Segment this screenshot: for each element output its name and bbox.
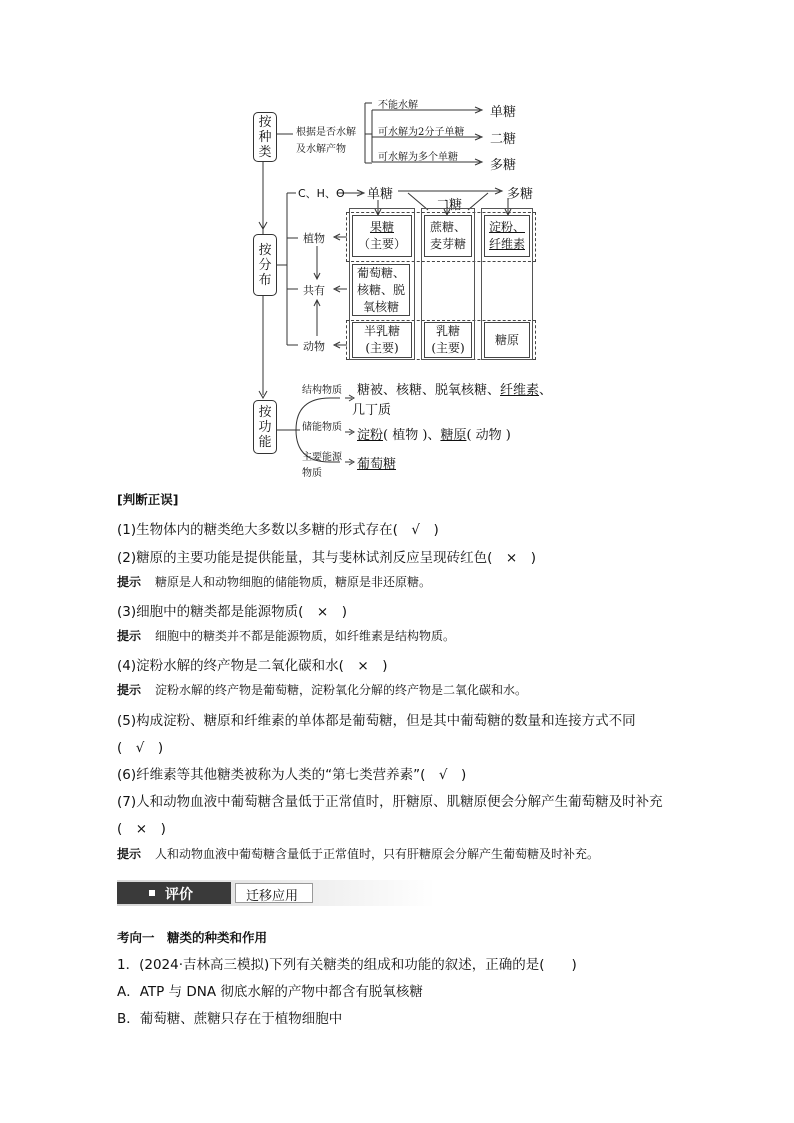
storage-glycogen: 糖原 [440, 428, 467, 443]
judge-item-3: (3)细胞中的糖类都是能源物质( × ) [117, 604, 347, 620]
galactose: 半乳糖 [363, 324, 400, 338]
energy-label-2: 物质 [302, 468, 322, 479]
cell-animal-poly [484, 322, 530, 358]
section-bar [117, 880, 435, 906]
storage-starch: 淀粉 [357, 428, 384, 443]
node-by-type-label: 按种类 [258, 114, 272, 160]
hint-text: 糖原是人和动物细胞的储能物质，糖原是非还原糖。 [155, 575, 432, 589]
judge-item-5-answer: ( √ ) [117, 740, 164, 756]
judge-item-4: (4)淀粉水解的终产物是二氧化碳和水( × ) [117, 658, 388, 674]
energy-glucose: 葡萄糖 [357, 457, 397, 472]
glycogen: 糖原 [494, 332, 519, 347]
fructose: 果糖 [369, 220, 394, 234]
result-polysaccharide: 多糖 [490, 158, 517, 173]
judge-item-6: (6)纤维素等其他糖类被称为人类的“第七类营养素”( √ ) [117, 767, 467, 783]
storage-items [357, 424, 511, 443]
common-line-1: 葡萄糖、 [356, 265, 405, 280]
row-animal: 动物 [303, 340, 325, 353]
branch-condition-1: 不能水解 [378, 100, 418, 111]
common-line-2: 核糖、脱 [356, 282, 405, 297]
structural-cellulose: 纤维素 [500, 383, 540, 398]
flow-poly: 多糖 [507, 187, 534, 202]
hint-label: 提示 [117, 575, 142, 589]
cell-animal-di [424, 322, 472, 358]
hint-text: 人和动物血液中葡萄糖含量低于正常值时，只有肝糖原会分解产生葡萄糖及时补充。 [155, 847, 600, 861]
section-bar-light [235, 883, 313, 903]
section-bar-dark [117, 882, 231, 904]
node-by-function [253, 400, 277, 454]
row-common: 共有 [303, 284, 325, 297]
galactose-note: (主要) [365, 341, 399, 355]
structural-label: 结构物质 [302, 385, 342, 396]
cell-plant-poly [484, 215, 530, 257]
cell-common [352, 264, 410, 316]
judge-heading: [判断正误] [117, 492, 179, 507]
sucrose-maltose: 蔗糖、麦芽糖 [429, 220, 466, 251]
section-light-label: 迁移应用 [246, 889, 299, 904]
cell-animal-mono [352, 322, 412, 358]
fructose-note: （主要） [357, 237, 406, 251]
judge-item-2: (2)糖原的主要功能是提供能量，其与斐林试剂反应呈现砖红色( × ) [117, 550, 536, 566]
node-by-function-label: 按功能 [258, 404, 272, 450]
structural-items [357, 379, 552, 398]
starch-cellulose: 淀粉、纤维素 [488, 220, 525, 251]
branch-condition-3: 可水解为多个单糖 [378, 152, 458, 163]
judge-hint-2 [117, 573, 431, 590]
judge-item-7: (7)人和动物血液中葡萄糖含量低于正常值时，肝糖原、肌糖原便会分解产生葡萄糖及时补充 [117, 794, 663, 810]
structural-chitin: 几丁质 [352, 403, 392, 418]
hint-text: 淀粉水解的终产物是葡萄糖，淀粉氧化分解的终产物是二氧化碳和水。 [155, 683, 528, 697]
judge-item-1: (1)生物体内的糖类绝大多数以多糖的形式存在( √ ) [117, 522, 439, 538]
flow-mono: 单糖 [367, 187, 394, 202]
node-by-distribution-label: 按分布 [258, 242, 272, 288]
hydrolysis-condition-1: 根据是否水解 [296, 127, 356, 138]
cell-plant-mono [352, 215, 412, 257]
branch-condition-2: 可水解为2分子单糖 [378, 127, 465, 138]
lactose: 乳糖 [435, 324, 460, 338]
storage-label: 储能物质 [302, 422, 342, 433]
option-a: A．ATP 与 DNA 彻底水解的产物中都含有脱氧核糖 [117, 984, 423, 1000]
hint-label: 提示 [117, 847, 142, 861]
hint-label: 提示 [117, 629, 142, 643]
row-plant: 植物 [303, 232, 325, 245]
judge-hint-3 [117, 627, 455, 644]
common-line-3: 氧核糖 [362, 299, 399, 314]
judge-hint-7 [117, 845, 599, 862]
judge-item-7-answer: ( × ) [117, 821, 166, 837]
storage-plant: ( 植物 )、 [383, 428, 441, 443]
judge-hint-4 [117, 681, 527, 698]
node-by-type [253, 112, 277, 162]
elements-chno: C、H、O [298, 187, 345, 200]
energy-label-1: 主要能源 [302, 452, 342, 463]
structural-items-main: 糖被、核糖、脱氧核糖、 [357, 383, 501, 398]
node-by-distribution [253, 234, 277, 296]
lactose-note: (主要) [431, 341, 465, 355]
flow-di: 二糖 [436, 198, 463, 213]
result-disaccharide: 二糖 [490, 132, 517, 147]
cell-plant-di [424, 215, 472, 257]
question-direction: 考向一 糖类的种类和作用 [117, 930, 268, 945]
result-monosaccharide: 单糖 [490, 105, 517, 120]
storage-animal: ( 动物 ) [466, 428, 511, 443]
structural-tail: 、 [539, 383, 553, 398]
option-b: B．葡萄糖、蔗糖只存在于植物细胞中 [117, 1011, 343, 1027]
hint-text: 细胞中的糖类并不都是能源物质，如纤维素是结构物质。 [155, 629, 456, 643]
question-stem: 1．(2024·吉林高三模拟)下列有关糖类的组成和功能的叙述，正确的是( ) [117, 957, 577, 973]
hint-label: 提示 [117, 683, 142, 697]
judge-item-5: (5)构成淀粉、糖原和纤维素的单体都是葡萄糖，但是其中葡萄糖的数量和连接方式不同 [117, 713, 636, 729]
section-dark-label: 评价 [165, 887, 193, 903]
square-bullet-icon [149, 890, 155, 896]
hydrolysis-condition-2: 及水解产物 [296, 144, 346, 155]
